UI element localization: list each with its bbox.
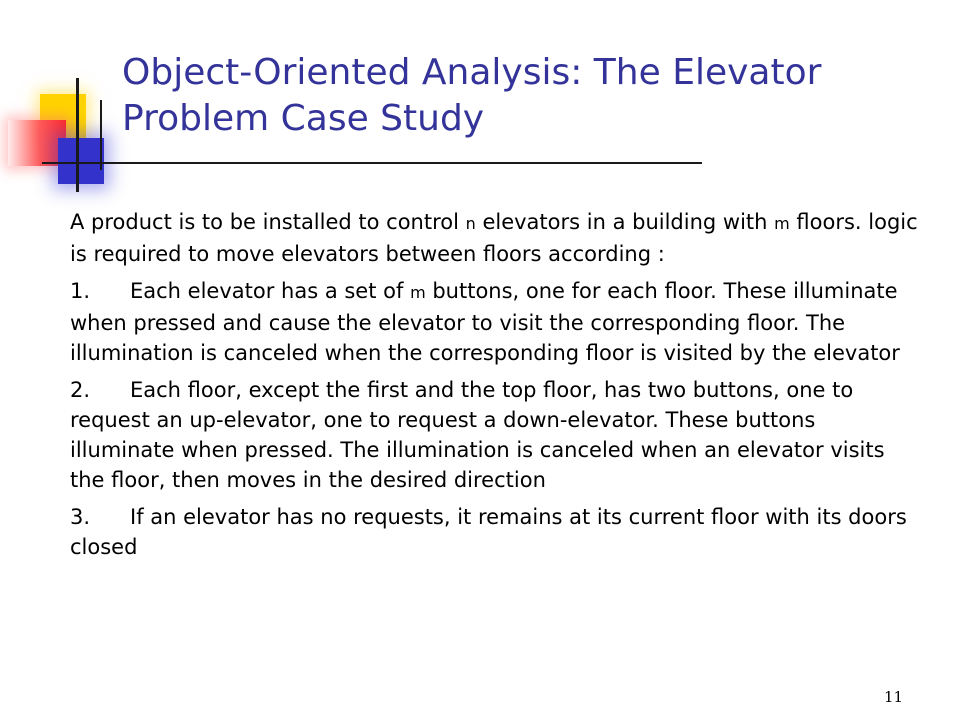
- intro-text-1: A product is to be installed to control: [70, 210, 466, 234]
- item-text: If an elevator has no requests, it remains at its current floor with its doors closed: [70, 505, 907, 559]
- item-text: Each elevator has a set of: [130, 279, 411, 303]
- item-number: 3.: [70, 505, 91, 529]
- slide-body: [70, 207, 922, 569]
- item-number: 2.: [70, 378, 91, 402]
- intro-paragraph: [70, 207, 922, 269]
- item-text: Each floor, except the first and the top floor, has two buttons, one to request an up-elevator, one to request a down-elevator. These buttons illuminate when pressed. The illumination is canceled when an elevator visits the floor, then moves in the desired direction: [70, 378, 885, 492]
- decor-vertical-line: [76, 78, 79, 192]
- decor-blue-square: [58, 138, 104, 184]
- list-item-1: [70, 276, 922, 368]
- item-text: buttons, one for each floor. These illuminate when pressed and cause the elevator to visit the corresponding floor. The illumination is canceled when the corresponding floor is visited by the elevator: [70, 279, 900, 365]
- list-item-3: [70, 502, 922, 562]
- page-number: 11: [884, 688, 904, 706]
- variable-m: m: [774, 214, 790, 233]
- variable-n: n: [465, 214, 476, 233]
- intro-text-2: elevators in a building with: [475, 210, 775, 234]
- list-item-2: [70, 375, 922, 495]
- item-number: 1.: [70, 279, 91, 303]
- variable-m: m: [410, 283, 426, 302]
- slide-title: Object-Oriented Analysis: The Elevator Problem Case Study: [122, 52, 822, 139]
- title-underline: [42, 162, 702, 164]
- intro-text-3: floors. logic is required to move elevators between floors according :: [70, 210, 918, 266]
- decor-vertical-line-short: [100, 100, 102, 170]
